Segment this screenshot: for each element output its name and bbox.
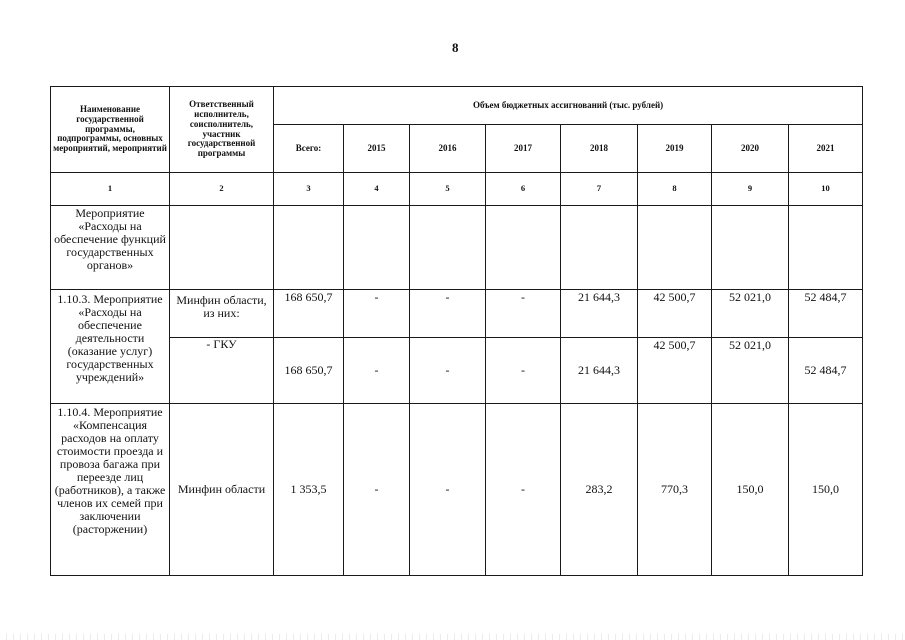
table-row — [51, 338, 863, 404]
header-total: Всего: — [274, 125, 344, 173]
value-2017: - — [486, 404, 561, 576]
empty-cell — [274, 206, 344, 290]
value-total: 1 353,5 — [274, 404, 344, 576]
value-2019: 42 500,7 — [638, 338, 712, 404]
header-year-2019: 2019 — [638, 125, 712, 173]
value-2018: 21 644,3 — [561, 338, 638, 404]
column-number: 4 — [344, 173, 410, 206]
header-year-2020: 2020 — [712, 125, 789, 173]
value-2020: 150,0 — [712, 404, 789, 576]
column-number: 3 — [274, 173, 344, 206]
header-budget-group: Объем бюджетных ассигнований (тыс. рублей) — [274, 87, 863, 125]
responsible-cell: - ГКУ — [170, 338, 274, 404]
value-2015: - — [344, 404, 410, 576]
value-2016: - — [410, 290, 486, 338]
column-number: 2 — [170, 173, 274, 206]
empty-cell — [789, 206, 863, 290]
event-name: 1.10.4. Мероприятие «Компенсация расходов на оплату стоимости проезда и провоза багажа при переезде лиц (работников), а также членов их семей при заключении (расторжении) — [51, 404, 170, 576]
page-number: 8 — [452, 40, 459, 55]
empty-cell — [170, 206, 274, 290]
header-year-2018: 2018 — [561, 125, 638, 173]
value-2016: - — [410, 404, 486, 576]
empty-cell — [410, 206, 486, 290]
scan-artifact — [0, 634, 905, 640]
value-2016: - — [410, 338, 486, 404]
column-number: 1 — [51, 173, 170, 206]
header-year-2016: 2016 — [410, 125, 486, 173]
empty-cell — [344, 206, 410, 290]
value-2021: 52 484,7 — [789, 290, 863, 338]
value-2018: 283,2 — [561, 404, 638, 576]
value-2017: - — [486, 290, 561, 338]
value-2020: 52 021,0 — [712, 338, 789, 404]
value-2018: 21 644,3 — [561, 290, 638, 338]
empty-cell — [638, 206, 712, 290]
table-row — [51, 206, 863, 290]
responsible-cell: Минфин области — [170, 404, 274, 576]
column-numbers-row — [51, 173, 863, 206]
value-2020: 52 021,0 — [712, 290, 789, 338]
value-2021: 52 484,7 — [789, 338, 863, 404]
value-2015: - — [344, 290, 410, 338]
value-2021: 150,0 — [789, 404, 863, 576]
responsible-cell: Минфин области, из них: — [170, 290, 274, 338]
event-name: Мероприятие «Расходы на обеспечение функций государственных органов» — [51, 206, 170, 290]
empty-cell — [486, 206, 561, 290]
table-row — [51, 290, 863, 338]
header-year-2021: 2021 — [789, 125, 863, 173]
value-2015: - — [344, 338, 410, 404]
header-name: Наименование государственной программы, подпрограммы, основных мероприятий, мероприятий — [51, 87, 170, 173]
column-number: 7 — [561, 173, 638, 206]
value-2019: 770,3 — [638, 404, 712, 576]
column-number: 6 — [486, 173, 561, 206]
column-number: 10 — [789, 173, 863, 206]
empty-cell — [712, 206, 789, 290]
header-year-2015: 2015 — [344, 125, 410, 173]
budget-table — [50, 86, 863, 576]
column-number: 8 — [638, 173, 712, 206]
header-responsible: Ответственный исполнитель, соисполнитель, участник государственной программы — [170, 87, 274, 173]
column-number: 5 — [410, 173, 486, 206]
table-row — [51, 404, 863, 576]
column-number: 9 — [712, 173, 789, 206]
header-year-2017: 2017 — [486, 125, 561, 173]
value-total: 168 650,7 — [274, 338, 344, 404]
value-total: 168 650,7 — [274, 290, 344, 338]
event-name: 1.10.3. Мероприятие «Расходы на обеспечение деятельности (оказание услуг) государственных учреждений» — [51, 290, 170, 404]
value-2017: - — [486, 338, 561, 404]
value-2019: 42 500,7 — [638, 290, 712, 338]
empty-cell — [561, 206, 638, 290]
